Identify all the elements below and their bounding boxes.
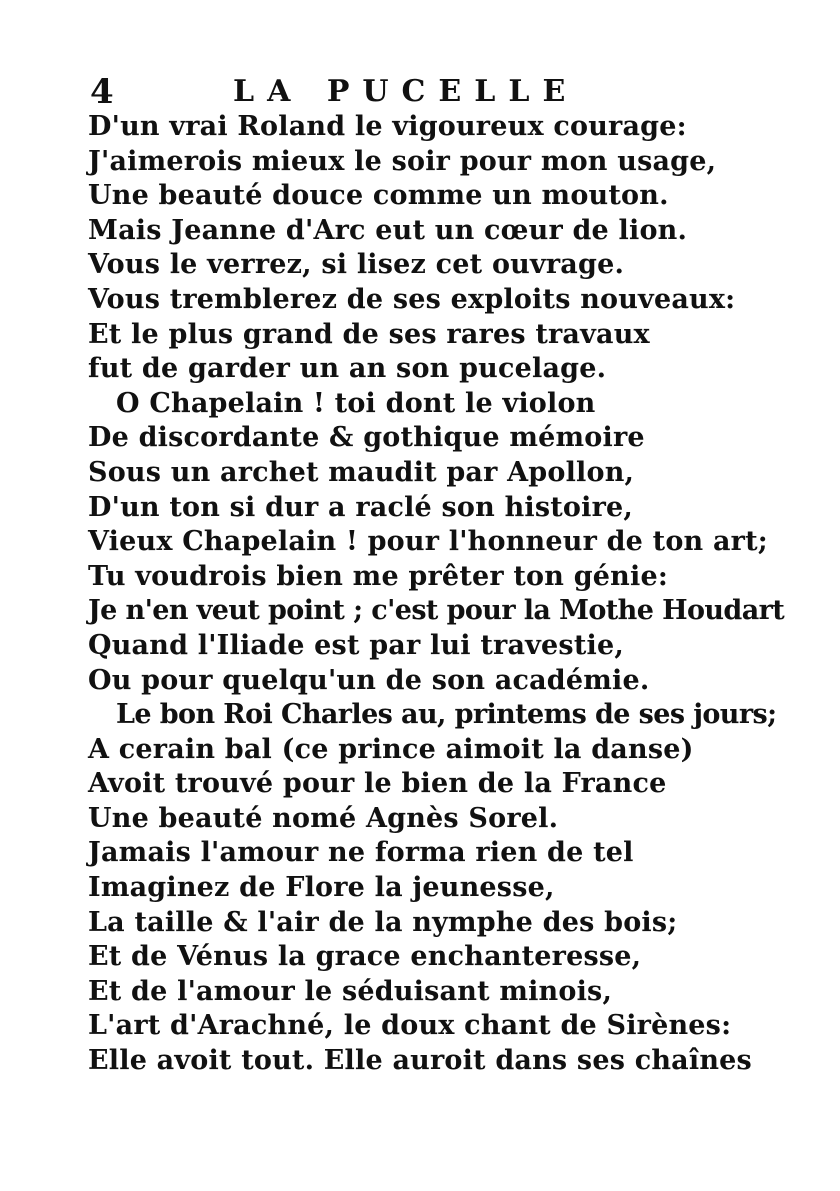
verse-line: Tu voudrois bien me prêter ton génie: [88, 560, 668, 592]
poem-text [88, 110, 785, 1079]
verse-line: Ou pour quelqu'un de son académie. [88, 664, 650, 696]
verse-line: Une beauté douce comme un mouton. [88, 180, 669, 212]
page-header [88, 70, 708, 114]
verse-line: Sous un archet maudit par Apollon, [88, 456, 635, 488]
verse-line: La taille & l'air de la nymphe des bois; [88, 906, 678, 938]
verse-line: Vieux Chapelain ! pour l'honneur de ton art; [88, 526, 768, 558]
verse-line: Et de l'amour le séduisant minois, [88, 975, 613, 1007]
verse-line: fut de garder un an son pucelage. [88, 353, 607, 385]
verse-line: Vous le verrez, si lisez cet ouvrage. [88, 249, 625, 281]
verse-line: L'art d'Arachné, le doux chant de Sirènes: [88, 1010, 732, 1042]
verse-line: D'un ton si dur a raclé son histoire, [88, 491, 634, 523]
verse-line: Imaginez de Flore la jeunesse, [88, 872, 555, 904]
verse-line: Et le plus grand de ses rares travaux [88, 318, 650, 350]
verse-line: D'un vrai Roland le vigoureux courage: [88, 111, 687, 142]
verse-line: O Chapelain ! toi dont le violon [116, 387, 596, 419]
verse-line: De discordante & gothique mémoire [88, 422, 645, 454]
verse-line: J'aimerois mieux le soir pour mon usage, [88, 145, 717, 177]
verse-line: Jamais l'amour ne forma rien de tel [88, 837, 634, 869]
verse-line: Avoit trouvé pour le bien de la France [88, 768, 667, 800]
verse-line: Elle avoit tout. Elle auroit dans ses chaînes [88, 1045, 752, 1077]
verse-line: Et de Vénus la grace enchanteresse, [88, 941, 642, 973]
verse-line: Une beauté nomé Agnès Sorel. [88, 802, 559, 834]
verse-line: Vous tremblerez de ses exploits nouveaux: [88, 283, 736, 315]
verse-line: Mais Jeanne d'Arc eut un cœur de lion. [88, 214, 688, 246]
verse-line: Le bon Roi Charles au, printems de ses jours; [116, 699, 777, 731]
running-title: LA PUCELLE [233, 74, 579, 109]
page-number: 4 [90, 72, 114, 112]
verse-line: Je n'en veut point ; c'est pour la Mothe Houdart [88, 595, 785, 627]
verse-line: A cerain bal (ce prince aimoit la danse) [88, 733, 694, 765]
verse-line: Quand l'Iliade est par lui travestie, [88, 629, 624, 661]
